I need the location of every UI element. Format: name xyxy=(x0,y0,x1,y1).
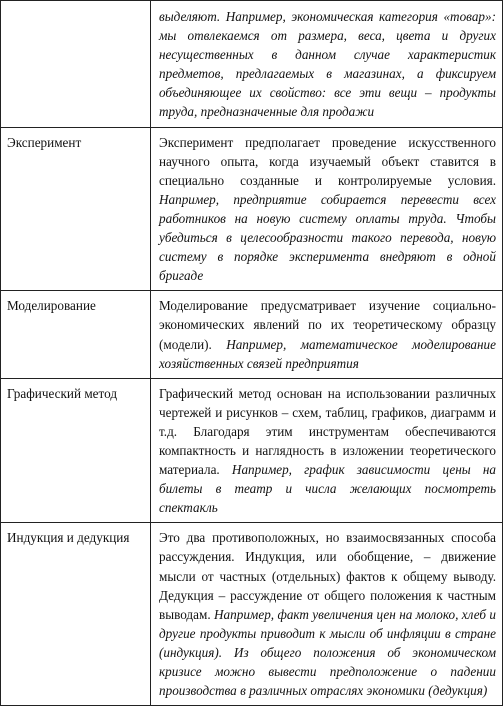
term-label: Индукция и дедукция xyxy=(7,530,130,546)
example-text: выделяют. Например, экономическая категория «товар»: мы отвлекаемся от размера, веса, цвета и других несущественных в данном случае характеристик предметов, предлагаемых в магазинах, а фиксируем объединяющее их свойство: все эти вещи – продукты труда, предназначенные для продажи xyxy=(159,9,496,120)
example-text: Например, математическое моделирование хозяйственных связей предприятия xyxy=(159,336,496,371)
term-label: Графический метод xyxy=(7,385,118,401)
table-row xyxy=(1,1,503,128)
term-cell xyxy=(1,291,151,378)
description-cell xyxy=(151,127,503,291)
term-label: Эксперимент xyxy=(7,134,82,150)
description-cell xyxy=(151,378,503,523)
table-row xyxy=(1,127,503,291)
description-cell xyxy=(151,291,503,378)
term-label: Моделирование xyxy=(7,298,96,314)
example-text: Например, предприятие собирается перевести всех работников на новую систему оплаты труда. Чтобы убедиться в целесообразности такого перевода, новую систему в порядке эксперимента внедряют в одной бригаде xyxy=(159,191,496,284)
term-cell xyxy=(1,378,151,523)
description-text: Моделирование предусматривает изучение социально-экономических явлений по их теоретическому образцу (модели). xyxy=(159,298,496,352)
description-text: Это два противоположных, но взаимосвязанных способа рассуждения. Индукция, или обобщение, – движение мысли от частных (отдельных) фактов к общему выводу. Дедукция – рассуждение от общего положения к частным выводам. xyxy=(159,530,496,622)
description-cell xyxy=(151,1,503,128)
term-cell xyxy=(1,523,151,706)
table-row xyxy=(1,378,503,523)
description-text: Эксперимент предполагает проведение искусственного научного опыта, когда изучаемый объект ставится в специально созданные и контролируемые условия. xyxy=(159,134,496,188)
example-text: Например, график зависимости цены на билеты в театр и числа желающих посмотреть спектакль xyxy=(159,462,497,516)
term-cell xyxy=(1,127,151,291)
term-cell xyxy=(1,1,151,128)
table-row xyxy=(1,291,503,378)
table-row xyxy=(1,523,503,706)
description-text: Графический метод основан на использовании различных чертежей и рисунков – схем, таблиц, графиков, диаграмм и т.д. Благодаря этим инструментам обеспечиваются компактность и наглядность в изложении теоретического материала. xyxy=(159,385,496,478)
example-text: Например, факт увеличения цен на молоко, хлеб и другие продукты приводит к мысли об инфляции в стране (индукция). Из общего положения об экономическом кризисе можно вывести предположение о падении производства в различных отраслях экономики (дедукция) xyxy=(159,606,496,699)
description-cell xyxy=(151,523,503,706)
